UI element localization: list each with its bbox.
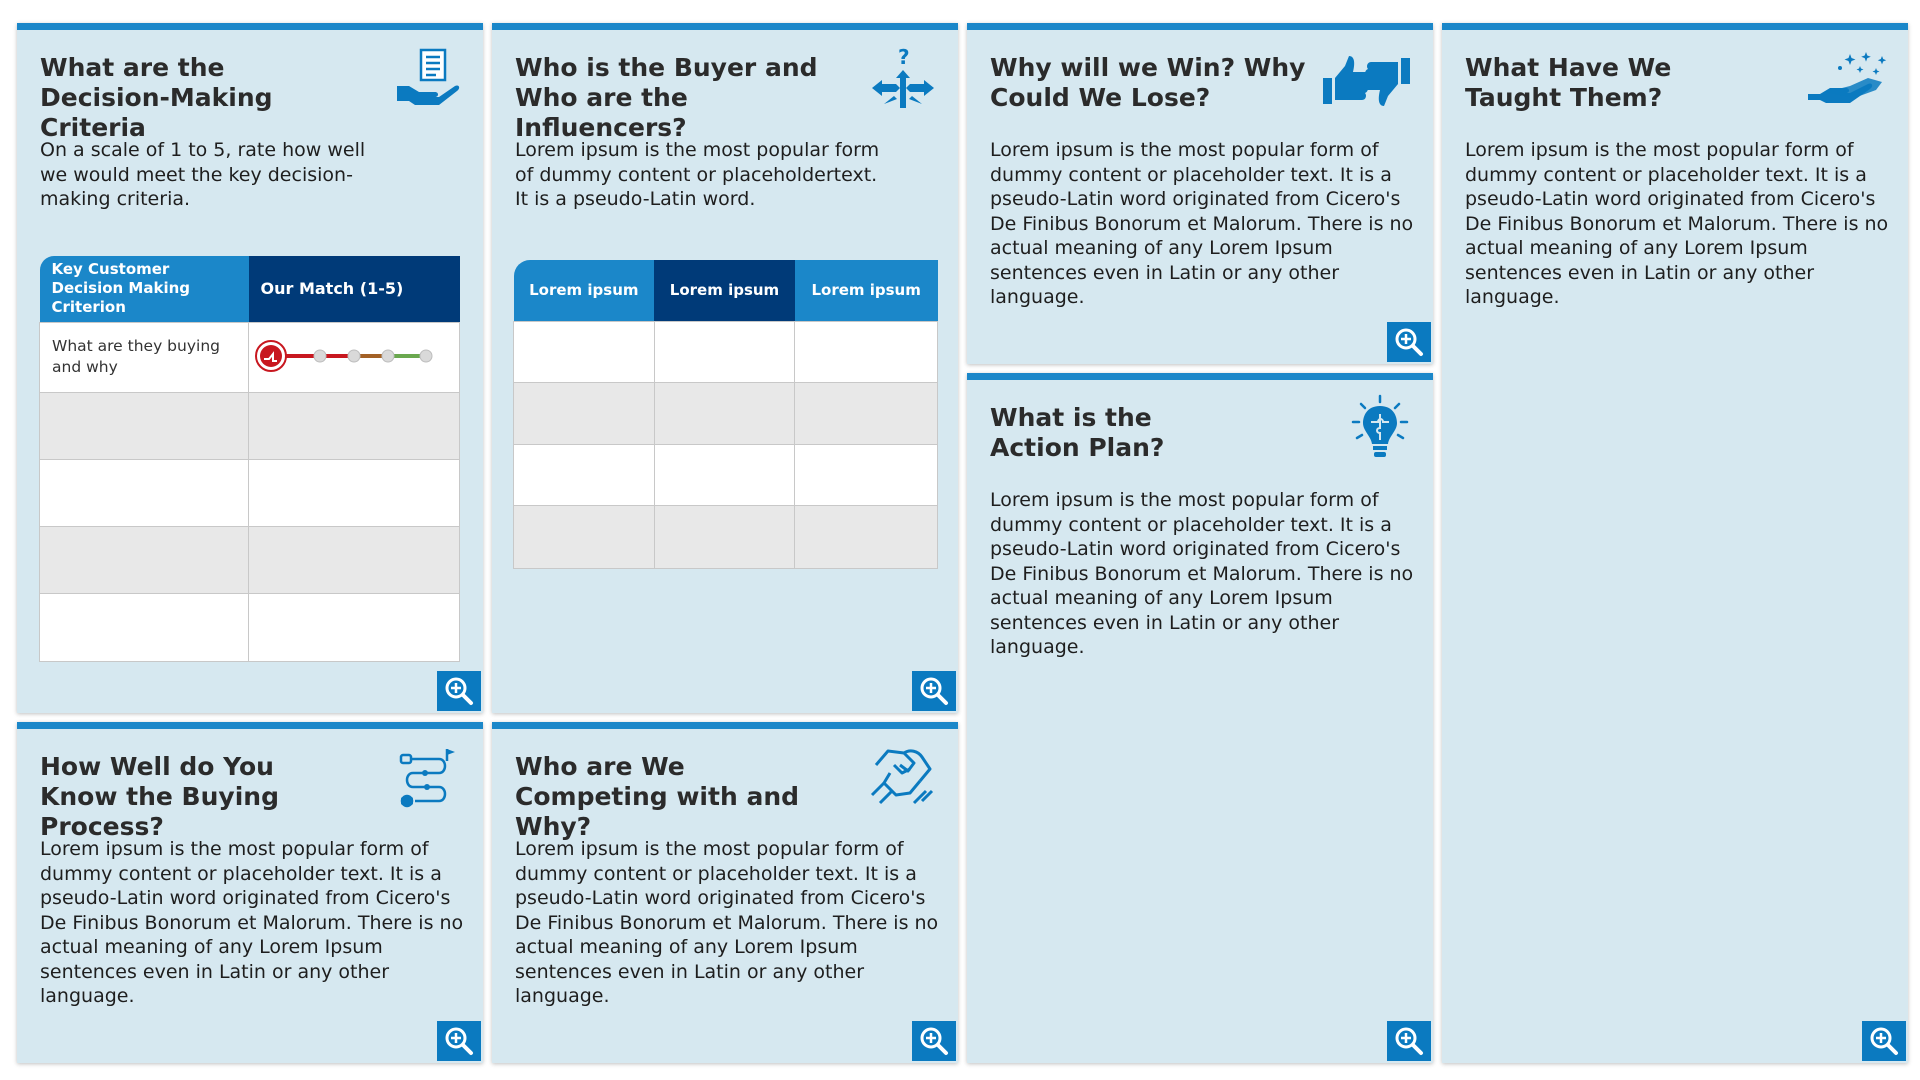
zoom-button[interactable] [437, 1021, 481, 1061]
table-cell [514, 505, 655, 568]
match-cell [249, 392, 460, 459]
criteria-table [39, 256, 460, 662]
card-body: Lorem ipsum is the most popular form of dummy content or placeholder text. It is a pseudo-Latin word originated from Cicero's De Finibus Bonorum et Malorum. There is no actual meaning of any Lorem Ipsum sentences even in Latin or any other language. [515, 838, 939, 1007]
table-cell [795, 505, 938, 568]
criteria-row-2 [40, 392, 249, 459]
zoom-in-icon [1394, 327, 1424, 357]
zoom-in-icon [1394, 1026, 1424, 1056]
table-cell [654, 321, 795, 382]
card-body: Lorem ipsum is the most popular form of dummy content or placeholder text. It is a pseudo-Latin word originated from Cicero's De Finibus Bonorum et Malorum. There is no actual meaning of any Lorem Ipsum sentences even in Latin or any other language. [990, 139, 1414, 308]
card-action-plan [967, 373, 1433, 1063]
card-buying-process [17, 722, 483, 1063]
criteria-row-5 [40, 593, 249, 661]
card-body: Lorem ipsum is the most popular form of dummy content or placeholder text. It is a pseudo-Latin word originated from Cicero's De Finibus Bonorum et Malorum. There is no actual meaning of any Lorem Ipsum sentences even in Latin or any other language. [1465, 139, 1889, 308]
table-cell [514, 444, 655, 505]
card-title: Why will we Win? Why Could We Lose? [990, 53, 1306, 112]
card-title: What are the Decision-Making Criteria [40, 53, 273, 142]
zoom-in-icon [444, 676, 474, 706]
match-cell [249, 593, 460, 661]
card-win-lose [967, 23, 1433, 364]
table-cell [514, 321, 655, 382]
table-header-2: Lorem ipsum [654, 260, 795, 321]
table-cell [795, 321, 938, 382]
criteria-col-header: Key Customer Decision Making Criterion [40, 256, 249, 322]
zoom-button[interactable] [912, 671, 956, 711]
zoom-in-icon [1869, 1026, 1899, 1056]
rating-scale[interactable] [249, 323, 458, 387]
zoom-button[interactable] [437, 671, 481, 711]
table-cell [795, 444, 938, 505]
match-cell [249, 526, 460, 593]
hand-checklist-icon [395, 48, 461, 114]
table-cell [795, 382, 938, 444]
table-cell [514, 382, 655, 444]
zoom-in-icon [444, 1026, 474, 1056]
process-path-icon [395, 747, 461, 813]
criteria-row-3 [40, 459, 249, 526]
svg-text:?: ? [898, 48, 910, 69]
card-decision-criteria [17, 23, 483, 713]
match-col-header: Our Match (1-5) [249, 256, 460, 322]
card-title: What is the Action Plan? [990, 403, 1165, 462]
criteria-row-1: What are they buying and why [40, 322, 249, 392]
hand-sparkles-icon [1806, 48, 1890, 114]
card-title: How Well do You Know the Buying Process? [40, 752, 279, 841]
rating-slider[interactable] [249, 322, 460, 392]
table-header-1: Lorem ipsum [514, 260, 655, 321]
card-title: What Have We Taught Them? [1465, 53, 1672, 112]
table-cell [654, 505, 795, 568]
card-body: Lorem ipsum is the most popular form of dummy content or placeholder text. It is a pseudo-Latin word originated from Cicero's De Finibus Bonorum et Malorum. There is no actual meaning of any Lorem Ipsum sentences even in Latin or any other language. [40, 838, 464, 1007]
card-buyer-influencers [492, 23, 958, 713]
card-competing [492, 722, 958, 1063]
card-title: Who is the Buyer and Who are the Influencers? [515, 53, 818, 142]
buyer-table [513, 260, 938, 569]
card-taught [1442, 23, 1908, 1063]
table-cell [654, 382, 795, 444]
crossroads-question-icon [870, 48, 936, 114]
table-cell [654, 444, 795, 505]
zoom-in-icon [919, 676, 949, 706]
card-body: Lorem ipsum is the most popular form of dummy content or placeholder text. It is a pseudo-Latin word originated from Cicero's De Finibus Bonorum et Malorum. There is no actual meaning of any Lorem Ipsum sentences even in Latin or any other language. [990, 489, 1414, 658]
thumbs-up-down-icon [1321, 48, 1413, 114]
card-body: Lorem ipsum is the most popular form of dummy content or placeholdertext. It is a pseudo-Latin word. [515, 139, 880, 210]
match-cell [249, 459, 460, 526]
card-body: On a scale of 1 to 5, rate how well we would meet the key decision-making criteria. [40, 139, 366, 210]
zoom-in-icon [919, 1026, 949, 1056]
criteria-row-4 [40, 526, 249, 593]
zoom-button[interactable] [912, 1021, 956, 1061]
table-header-3: Lorem ipsum [795, 260, 938, 321]
zoom-button[interactable] [1387, 1021, 1431, 1061]
arm-wrestling-icon [870, 743, 936, 809]
zoom-button[interactable] [1862, 1021, 1906, 1061]
lightbulb-puzzle-icon [1347, 394, 1413, 460]
card-title: Who are We Competing with and Why? [515, 752, 800, 841]
zoom-button[interactable] [1387, 322, 1431, 362]
